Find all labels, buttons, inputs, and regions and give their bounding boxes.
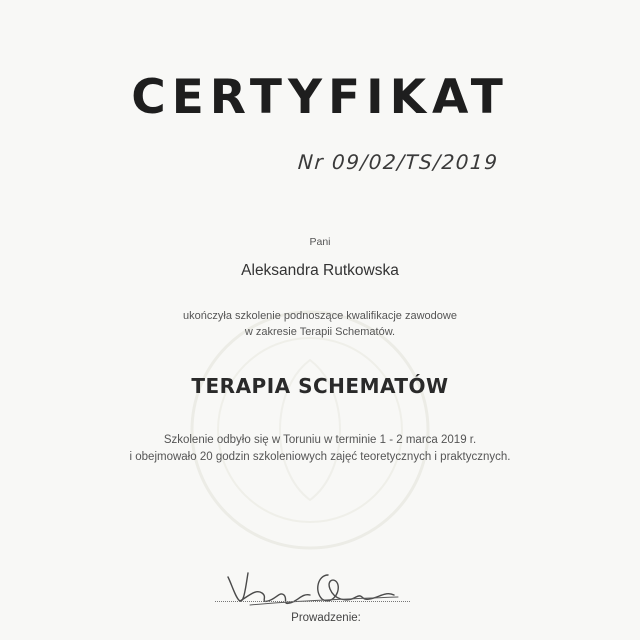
- details-line: i obejmowało 20 godzin szkoleniowych zajęć teoretycznych i praktycznych.: [129, 451, 511, 463]
- training-details: [0, 432, 640, 466]
- certificate-number: Nr 09/02/TS/2019: [296, 150, 499, 174]
- salutation: Pani: [309, 236, 331, 248]
- signature-label: Prowadzenie:: [291, 612, 361, 624]
- signature-line: [215, 601, 410, 602]
- course-title: TERAPIA SCHEMATÓW: [191, 374, 449, 398]
- handwritten-signature: [210, 555, 410, 615]
- description-line: w zakresie Terapii Schematów.: [244, 326, 396, 338]
- details-line: Szkolenie odbyło się w Toruniu w terminie 1 - 2 marca 2019 r.: [163, 434, 477, 446]
- completion-description: [0, 308, 640, 340]
- certificate-title: CERTYFIKAT: [131, 70, 509, 125]
- description-line: ukończyła szkolenie podnoszące kwalifikacje zawodowe: [183, 310, 457, 322]
- recipient-name: Aleksandra Rutkowska: [241, 262, 399, 279]
